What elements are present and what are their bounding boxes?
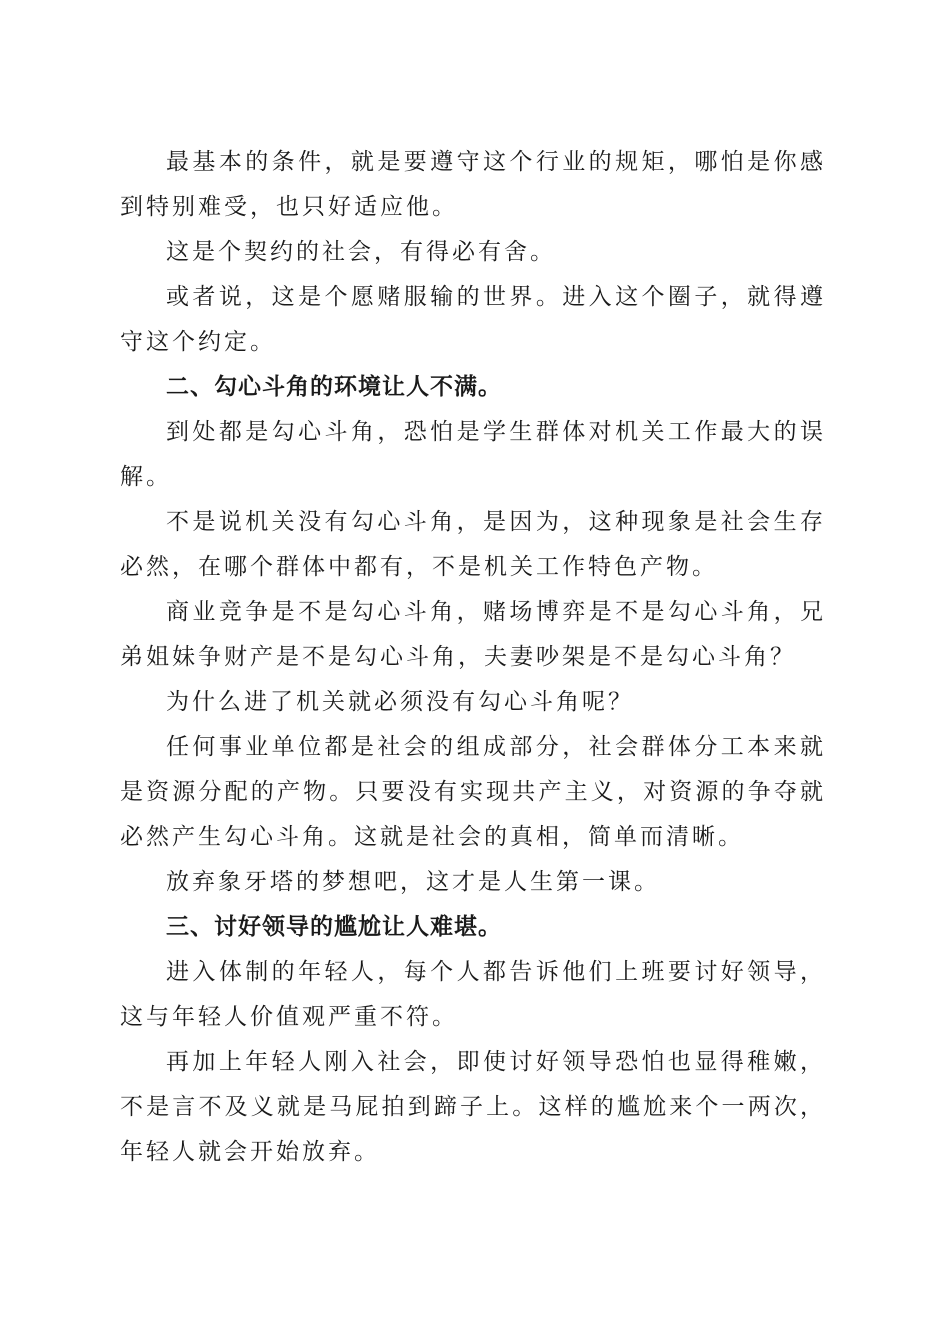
section-heading-three: 三、讨好领导的尴尬让人难堪。	[166, 914, 502, 940]
paragraph-awkward: 再加上年轻人刚入社会，即使讨好领导恐怕也显得稚嫩，不是言不及义就是马屁拍到蹄子上。这样的尴尬来个一两次，年轻人就会开始放弃。	[120, 1049, 826, 1165]
paragraph-question: 为什么进了机关就必须没有勾心斗角呢？	[166, 689, 634, 715]
paragraph-social-phenomenon: 不是说机关没有勾心斗角，是因为，这种现象是社会生存必然，在哪个群体中都有，不是机关工作特色产物。	[120, 509, 826, 580]
section-heading-two: 二、勾心斗角的环境让人不满。	[166, 374, 502, 400]
document-body	[120, 140, 826, 1175]
paragraph-please-leader: 进入体制的年轻人，每个人都告诉他们上班要讨好领导，这与年轻人价值观严重不符。	[120, 959, 826, 1030]
paragraph-bet: 或者说，这是个愿赌服输的世界。进入这个圈子，就得遵守这个约定。	[120, 284, 826, 355]
paragraph-misunderstanding: 到处都是勾心斗角，恐怕是学生群体对机关工作最大的误解。	[120, 419, 826, 490]
paragraph-examples: 商业竞争是不是勾心斗角，赌场博弈是不是勾心斗角，兄弟姐妹争财产是不是勾心斗角，夫妻吵架是不是勾心斗角？	[120, 599, 826, 670]
paragraph-resources: 任何事业单位都是社会的组成部分，社会群体分工本来就是资源分配的产物。只要没有实现共产主义，对资源的争夺就必然产生勾心斗角。这就是社会的真相，简单而清晰。	[120, 734, 826, 850]
paragraph-rules: 最基本的条件，就是要遵守这个行业的规矩，哪怕是你感到特别难受，也只好适应他。	[120, 149, 826, 220]
paragraph-contract: 这是个契约的社会，有得必有舍。	[166, 239, 556, 265]
paragraph-ivory-tower: 放弃象牙塔的梦想吧，这才是人生第一课。	[166, 869, 660, 895]
